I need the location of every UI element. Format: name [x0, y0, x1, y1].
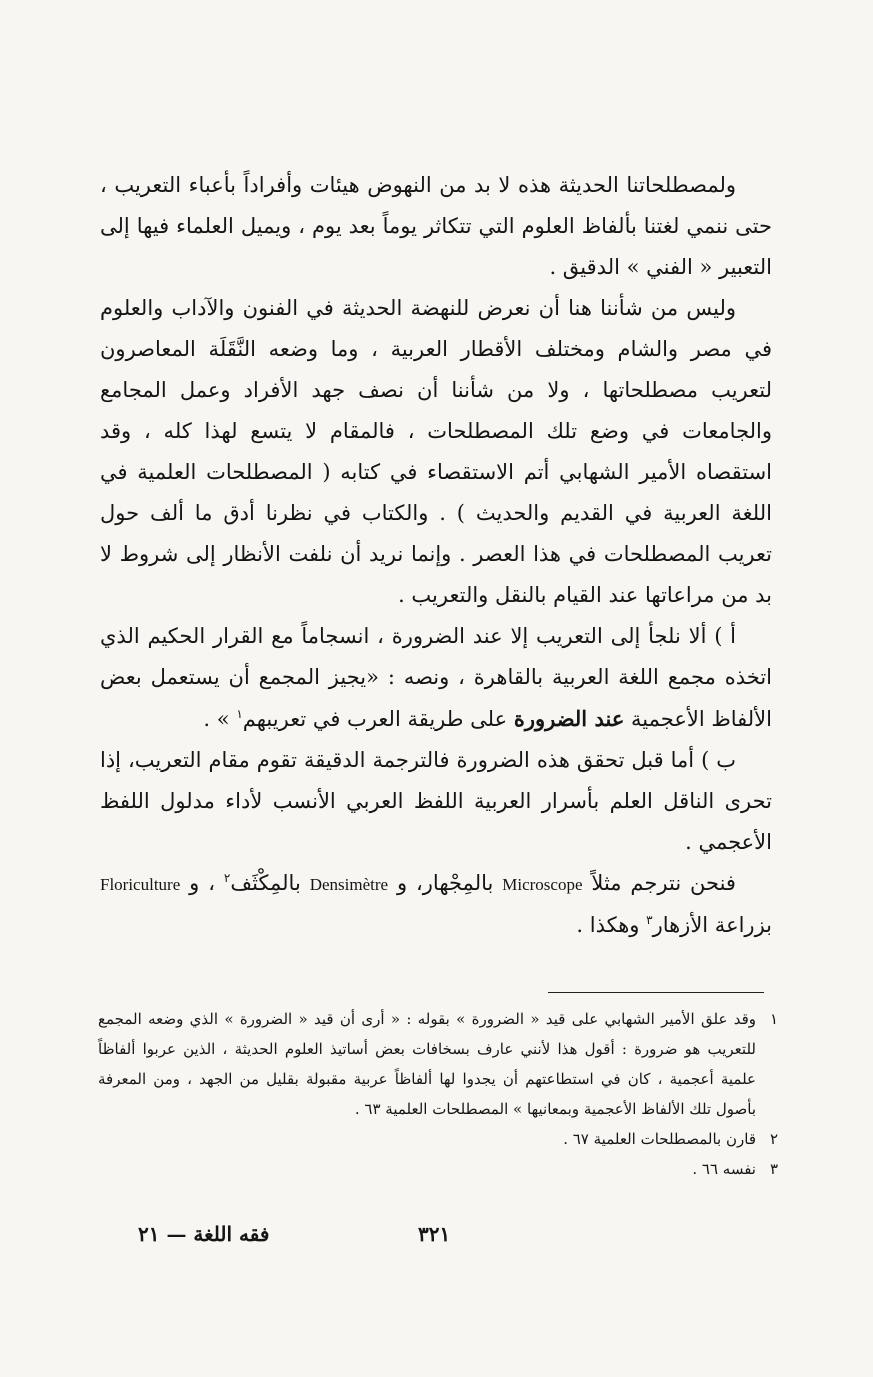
footnote-number: ٢ — [769, 1130, 778, 1148]
footnote-divider — [548, 992, 764, 993]
footnote-ref-3: ٣ — [646, 913, 653, 927]
paragraph-3-bold-phrase: عند الضرورة — [513, 706, 625, 731]
footnote-3 — [98, 1154, 778, 1184]
footnote-text: نفسه ٦٦ . — [692, 1160, 756, 1178]
footnote-text: وقد علق الأمير الشهابي على قيد « الضرورة » بقوله : « أرى أن قيد « الضرورة » الذي وضعه المجمع للتعريب هو ضرورة : أقول هذا لأنني عارف بسخافات بعض أساتيذ العلوم الحديثة ، الذين عربوا ألفاظاً علمية أعجمية ، كان في استطاعتهم أن يجدوا لها ألفاظاً عربية مقبولة بقليل من الجهد ، ومن المعرفة بأصول تلك الألفاظ الأعجمية وبمعانيها » المصطلحات العلمية ٦٣ . — [98, 1010, 756, 1118]
footnote-text: قارن بالمصطلحات العلمية ٦٧ . — [563, 1130, 756, 1148]
paragraph-3-text-b: على طريقة العرب في تعريبهم — [242, 707, 514, 731]
latin-term-densimetre: Densimètre — [309, 875, 389, 894]
paragraph-4: ب ) أما قبل تحقق هذه الضرورة فالترجمة الدقيقة تقوم مقام التعريب، إذا تحرى الناقل العلم بأسرار العربية اللفظ العربي الأنسب لأداء مدلول اللفظ الأعجمي . — [100, 748, 772, 854]
footnote-ref-1: ١ — [236, 707, 243, 721]
paragraph-5-text-b: بالمِجْهار، و — [388, 871, 503, 895]
main-text — [100, 165, 772, 946]
latin-term-floriculture: Floriculture — [100, 875, 181, 894]
page-number: ٣٢١ — [418, 1222, 451, 1246]
paragraph-1: ولمصطلحاتنا الحديثة هذه لا بد من النهوض هيئات وأفراداً بأعباء التعريب ، حتى ننمي لغتنا بألفاظ العلوم التي تتكاثر يوماً بعد يوم ، ويميل العلماء فيها إلى التعبير « الفني » الدقيق . — [100, 173, 772, 279]
running-title: فقه اللغة — ٢١ — [138, 1222, 270, 1246]
paragraph-5-text-a: فنحن نترجم مثلاً — [582, 871, 736, 895]
footnote-1 — [98, 1004, 778, 1124]
paragraph-5-text-c: بالمِكْثَف — [230, 871, 310, 895]
footnote-ref-2: ٢ — [223, 871, 231, 885]
footnote-number: ١ — [769, 1010, 778, 1028]
paragraph-3-text-a: أ ) ألا نلجأ إلى التعريب إلا عند الضرورة ، انسجاماً مع القرار الحكيم الذي اتخذه مجمع اللغة العربية بالقاهرة ، ونصه : «يجيز المجمع أن يستعمل بعض الألفاظ الأعجمية — [100, 624, 772, 731]
paragraph-3 — [100, 616, 772, 740]
paragraph-5 — [100, 863, 772, 946]
paragraph-2: وليس من شأننا هنا أن نعرض للنهضة الحديثة في الفنون والآداب والعلوم في مصر والشام ومختلف الأقطار العربية ، وما وضعه النَّقَلَة المعاصرون لتعريب مصطلحاتها ، ولا من شأننا أن نصف جهد الأفراد وعمل المجامع والجامعات في وضع تلك المصطلحات ، فالمقام لا يتسع لهذا كله ، وقد استقصاه الأمير الشهابي أتم الاستقصاء في كتابه ( المصطلحات العلمية في اللغة العربية في القديم والحديث ) . والكتاب في نظرنا أدق ما ألف حول تعريب المصطلحات في هذا العصر . وإنما نريد أن نلفت الأنظار إلى شروط لا بد من مراعاتها عند القيام بالنقل والتعريب . — [100, 296, 772, 607]
paragraph-5-text-e: بزراعة الأزهار — [652, 913, 772, 937]
paragraph-3-text-c: » . — [203, 707, 230, 731]
paragraph-5-text-d: ، و — [180, 871, 224, 895]
paragraph-5-text-f: وهكذا . — [576, 913, 647, 937]
latin-term-microscope: Microscope — [502, 875, 583, 894]
footnote-2 — [98, 1124, 778, 1154]
footnotes — [98, 1004, 778, 1184]
footnote-number: ٣ — [769, 1160, 778, 1178]
